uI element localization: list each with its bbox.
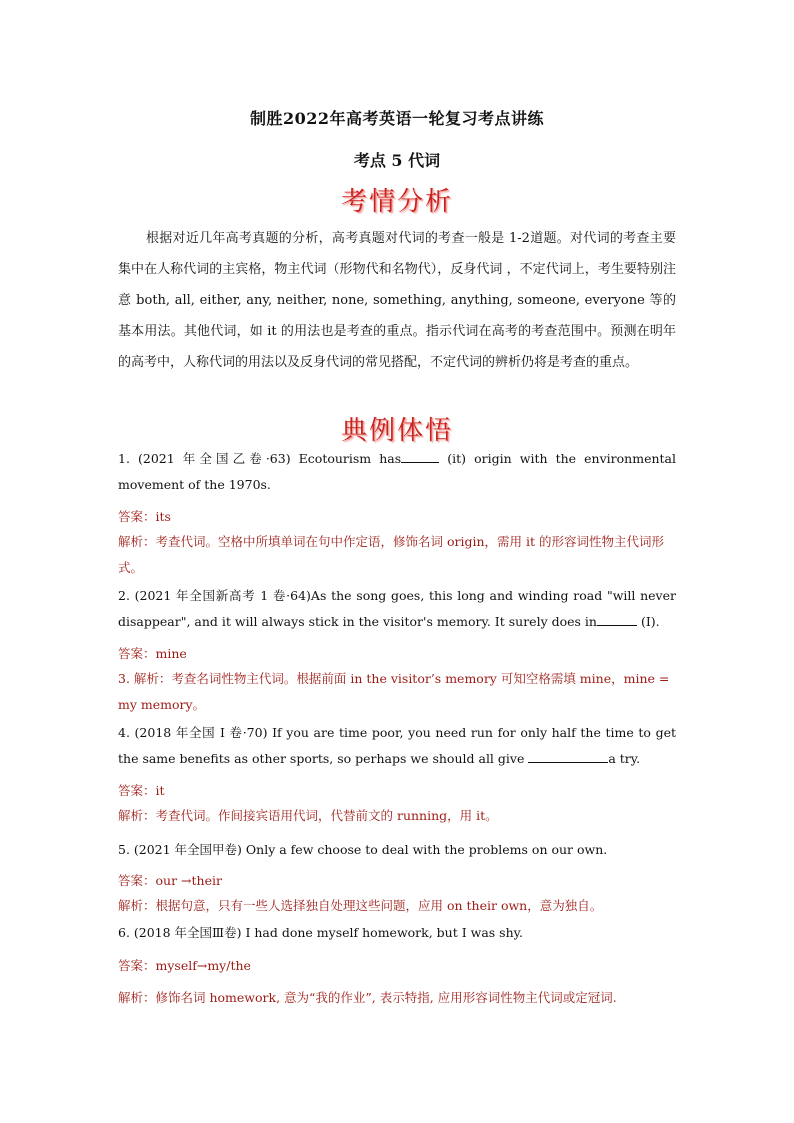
analysis-6: 解析：修饰名词 homework, 意为“我的作业”, 表示特指, 应用形容词性物主代词或定冠词. <box>118 990 617 1005</box>
section-banner-analysis: 考情分析 <box>340 187 453 217</box>
question-6: 6. (2018 年全国Ⅲ卷) I had done myself homework, but I was shy. <box>118 925 524 940</box>
answer-4: 答案：it <box>118 783 165 798</box>
question-2-text-before: 2. (2021 年全国新高考 1 卷·64)As the song goes, this long and winding road "will never disappear", and it will always stick in the visitor's memory. It surely does in <box>118 588 676 629</box>
document-subtitle: 考点 5 代词 <box>353 151 441 170</box>
analysis-5: 解析：根据句意，只有一些人选择独自处理这些问题，应用 on their own，意为独自。 <box>118 898 603 913</box>
section-banner-examples: 典例体悟 <box>340 416 453 446</box>
answer-2: 答案：mine <box>118 646 187 661</box>
answer-blank <box>401 450 439 463</box>
answer-1: 答案：its <box>118 509 171 524</box>
question-4-text-before: 4. (2018 年全国 I 卷·70) If you are time poor, you need run for only half the time to get the same benefits as other sports, so perhaps we should all give <box>118 725 676 766</box>
answer-5: 答案：our →their <box>118 873 222 888</box>
question-1-text-after: (it) origin with the environmental movement of the 1970s. <box>118 451 676 492</box>
analysis-paragraph: 根据对近几年高考真题的分析，高考真题对代词的考查一般是 1-2道题。对代词的考查主要集中在人称代词的主宾格，物主代词（形物代和名物代），反身代词 ，不定代词上，考生要特别注意 both, all, either, any, neither, none, something, anything, someone, everyone 等的基本用法。其他代词，如 it 的用法也是考查的重点。指示代词在高考的考查范围中。预测在明年的高考中，人称代词的用法以及反身代词的常见搭配，不定代词的辨析仍将是考查的重点。 <box>118 231 676 370</box>
question-1 <box>118 446 676 498</box>
question-2-text-after: (I). <box>636 614 660 629</box>
question-4-text-after: a try. <box>608 751 641 766</box>
analysis-4: 解析：考查代词。作间接宾语用代词，代替前文的 running，用 it。 <box>118 808 498 823</box>
document-title: 制胜2022年高考英语一轮复习考点讲练 <box>249 109 545 128</box>
question-2 <box>118 583 676 635</box>
analysis-1: 解析：考查代词。空格中所填单词在句中作定语，修饰名词 origin，需用 it 的形容词性物主代词形式。 <box>118 534 664 575</box>
question-1-text-before: 1. (2021 年全国乙卷·63) Ecotourism has <box>118 451 402 466</box>
analysis-2: 3. 解析：考查名词性物主代词。根据前面 in the visitor’s memory 可知空格需填 mine，mine = my memory。 <box>118 671 670 712</box>
answer-6: 答案：myself→my/the <box>118 958 251 973</box>
answer-blank <box>528 750 608 763</box>
question-4 <box>118 720 676 772</box>
question-5: 5. (2021 年全国甲卷) Only a few choose to deal with the problems on our own. <box>118 842 608 857</box>
answer-blank <box>597 613 637 626</box>
